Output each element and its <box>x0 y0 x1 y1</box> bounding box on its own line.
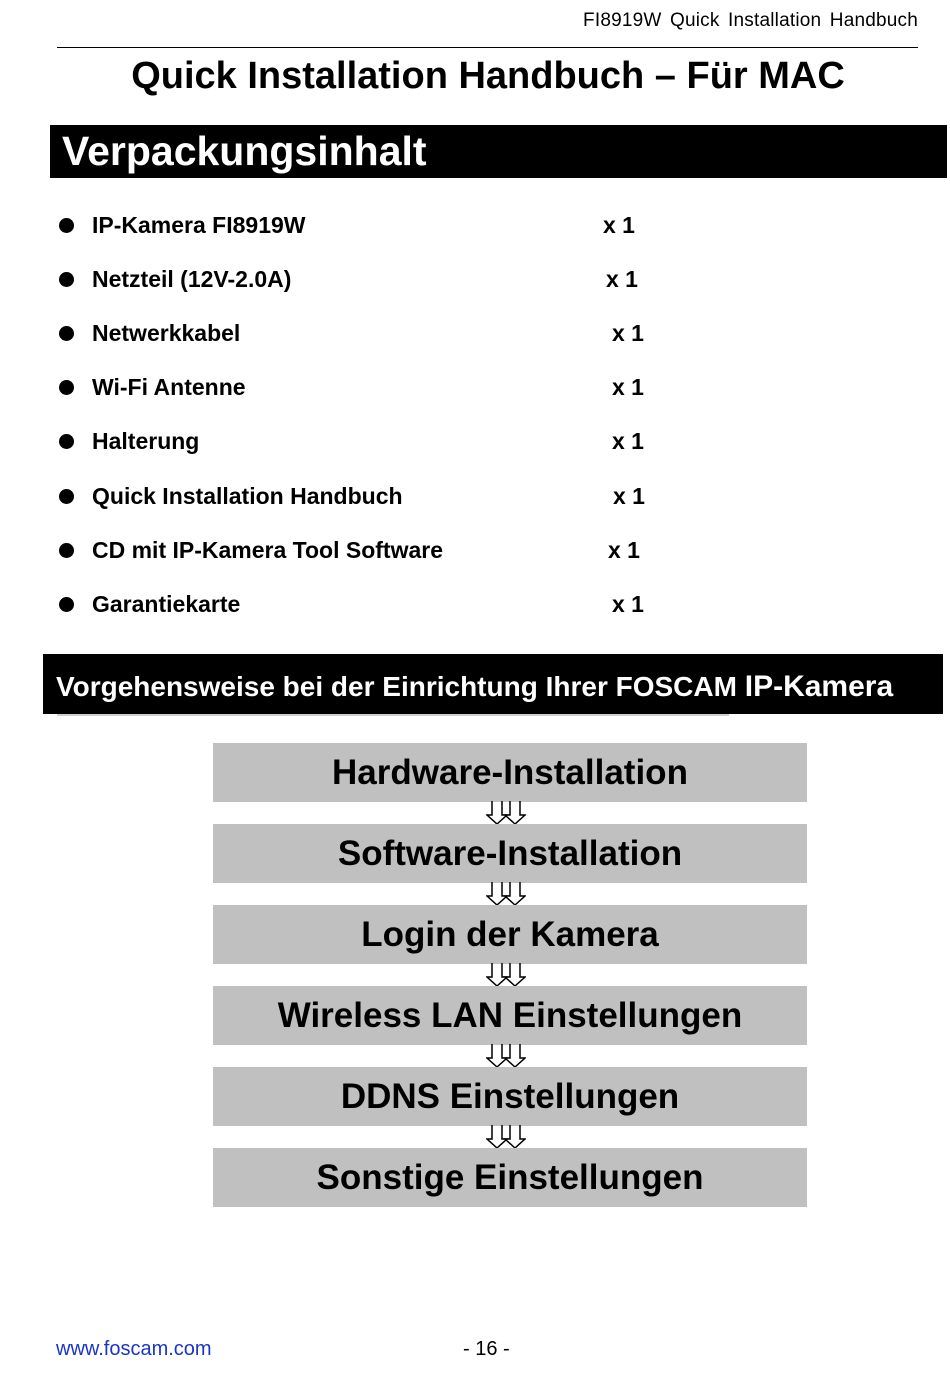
item-quantity: x 1 <box>608 537 640 563</box>
bullet-icon <box>59 434 74 449</box>
item-label: IP-Kamera FI8919W <box>92 212 306 238</box>
list-item <box>0 372 950 402</box>
list-item <box>0 264 950 294</box>
flow-step-wireless-lan: Wireless LAN Einstellungen <box>213 986 807 1045</box>
flow-step-software-installation: Software-Installation <box>213 824 807 883</box>
double-down-arrow-icon <box>486 801 526 825</box>
list-item <box>0 426 950 456</box>
item-quantity: x 1 <box>613 483 645 509</box>
bullet-icon <box>59 218 74 233</box>
heading-shadow-line <box>57 714 729 716</box>
flow-step-login-camera: Login der Kamera <box>213 905 807 964</box>
item-quantity: x 1 <box>606 266 638 292</box>
bullet-icon <box>59 380 74 395</box>
page-number: - 16 - <box>463 1338 510 1360</box>
procedure-heading-text: Vorgehensweise bei der Einrichtung Ihrer FOSCAM <box>56 671 737 702</box>
section-heading-procedure <box>43 654 943 714</box>
item-label: Netzteil (12V-2.0A) <box>92 266 292 292</box>
list-item <box>0 318 950 348</box>
bullet-icon <box>59 272 74 287</box>
item-label: CD mit IP-Kamera Tool Software <box>92 537 444 563</box>
item-quantity: x 1 <box>603 212 635 238</box>
bullet-icon <box>59 489 74 504</box>
bullet-icon <box>59 326 74 341</box>
document-title: Quick Installation Handbuch – Für MAC <box>131 55 845 97</box>
running-header: FI8919W Quick Installation Handbuch <box>583 10 918 31</box>
item-label: Halterung <box>92 428 200 454</box>
item-quantity: x 1 <box>612 428 644 454</box>
double-down-arrow-icon <box>486 963 526 987</box>
section-heading-package-contents: Verpackungsinhalt <box>50 125 947 178</box>
flow-step-ddns: DDNS Einstellungen <box>213 1067 807 1126</box>
list-item <box>0 210 950 240</box>
bullet-icon <box>59 543 74 558</box>
flow-step-other-settings: Sonstige Einstellungen <box>213 1148 807 1207</box>
double-down-arrow-icon <box>486 1044 526 1068</box>
item-quantity: x 1 <box>612 374 644 400</box>
double-down-arrow-icon <box>486 1125 526 1149</box>
item-label: Quick Installation Handbuch <box>92 483 403 509</box>
item-quantity: x 1 <box>612 591 644 617</box>
procedure-heading-tail: IP-Kamera <box>744 670 894 703</box>
item-label: Netwerkkabel <box>92 320 241 346</box>
double-down-arrow-icon <box>486 882 526 906</box>
list-item <box>0 535 950 565</box>
list-item <box>0 589 950 619</box>
item-quantity: x 1 <box>612 320 644 346</box>
list-item <box>0 481 950 511</box>
item-label: Wi-Fi Antenne <box>92 374 246 400</box>
flow-step-hardware-installation: Hardware-Installation <box>213 743 807 802</box>
bullet-icon <box>59 597 74 612</box>
item-label: Garantiekarte <box>92 591 241 617</box>
header-rule <box>57 47 918 48</box>
footer-url-link[interactable]: www.foscam.com <box>56 1338 212 1360</box>
